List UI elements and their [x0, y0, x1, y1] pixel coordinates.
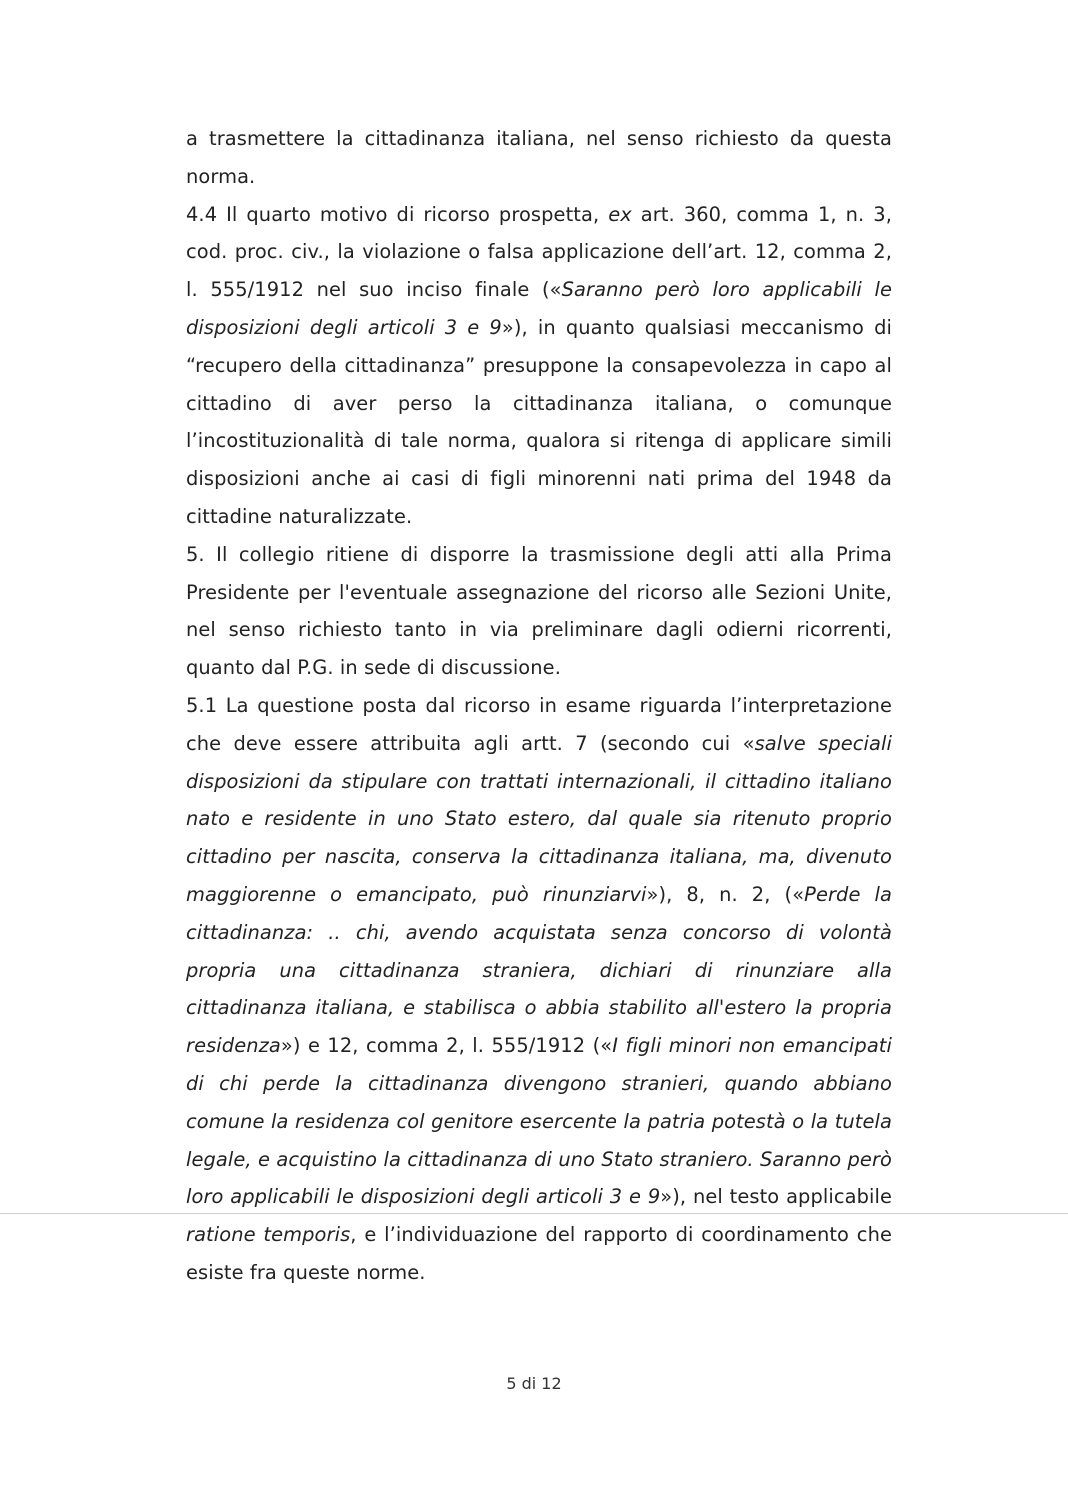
- document-body: [186, 120, 892, 1292]
- text-segment: ») e 12, comma 2, l. 555/1912 («: [280, 1034, 613, 1058]
- text-segment: art. 360, comma 1, n. 3, cod. proc. civ., la violazione o falsa applicazione dell’art. 12, comma 2, l. 555/1912 nel suo inciso finale («: [186, 202, 892, 302]
- paragraph-continuation: [186, 120, 892, 196]
- text-segment: »), nel testo applicabile: [660, 1185, 893, 1209]
- italic-segment: ratione temporis: [186, 1223, 351, 1247]
- text-segment: a trasmettere la cittadinanza italiana, nel senso richiesto da questa norma.: [186, 127, 892, 188]
- text-segment: 5. Il collegio ritiene di disporre la trasmissione degli atti alla Prima Presidente per l'eventuale assegnazione del ricorso alle Sezioni Unite, nel senso richiesto tanto in via preliminare dagli odierni ricorrenti, quanto dal P.G. in sede di discussione.: [186, 542, 892, 680]
- paragraph-4-4: [186, 196, 892, 536]
- italic-segment: salve speciali disposizioni da stipulare con trattati internazionali, il cittadino italiano nato e residente in uno Stato estero, dal quale sia ritenuto proprio cittadino per nascita, conserva la cittadinanza italiana, ma, divenuto maggiorenne o emancipato, può rinunziarvi: [186, 731, 892, 906]
- text-segment: 4.4 Il quarto motivo di ricorso prospetta,: [186, 202, 609, 226]
- paragraph-5: [186, 536, 892, 687]
- text-segment: 5.1 La questione posta dal ricorso in esame riguarda l’interpretazione che deve essere attribuita agli artt. 7 (secondo cui «: [186, 693, 892, 755]
- italic-segment: I figli minori non emancipati di chi perde la cittadinanza divengono stranieri, quando abbiano comune la residenza col genitore esercente la patria potestà o la tutela legale, e acquistino la cittadinanza di uno Stato straniero. Saranno però loro applicabili le disposizioni degli articoli 3 e 9: [186, 1034, 892, 1209]
- italic-segment: ex: [608, 202, 632, 226]
- scan-fold-line: [0, 1213, 1068, 1214]
- italic-segment: Saranno però loro applicabili le disposizioni degli articoli 3 e 9: [186, 278, 893, 339]
- paragraph-5-1: [186, 687, 892, 1292]
- page-number: 5 di 12: [506, 1374, 562, 1393]
- italic-segment: Perde la cittadinanza: .. chi, avendo acquistata senza concorso di volontà propria una cittadinanza straniera, dichiari di rinunziare alla cittadinanza italiana, e stabilisca o abbia stabilito all'estero la propria residenza: [186, 882, 892, 1058]
- text-segment: , e l’individuazione del rapporto di coordinamento che esiste fra queste norme.: [186, 1223, 892, 1284]
- text-segment: »), in quanto qualsiasi meccanismo di “recupero della cittadinanza” presuppone la consapevolezza in capo al cittadino di aver perso la cittadinanza italiana, o comunque l’incostituzionalità di tale norma, qualora si ritenga di applicare simili disposizioni anche ai casi di figli minorenni nati prima del 1948 da cittadine naturalizzate.: [186, 315, 892, 528]
- text-segment: »), 8, n. 2, («: [646, 882, 805, 906]
